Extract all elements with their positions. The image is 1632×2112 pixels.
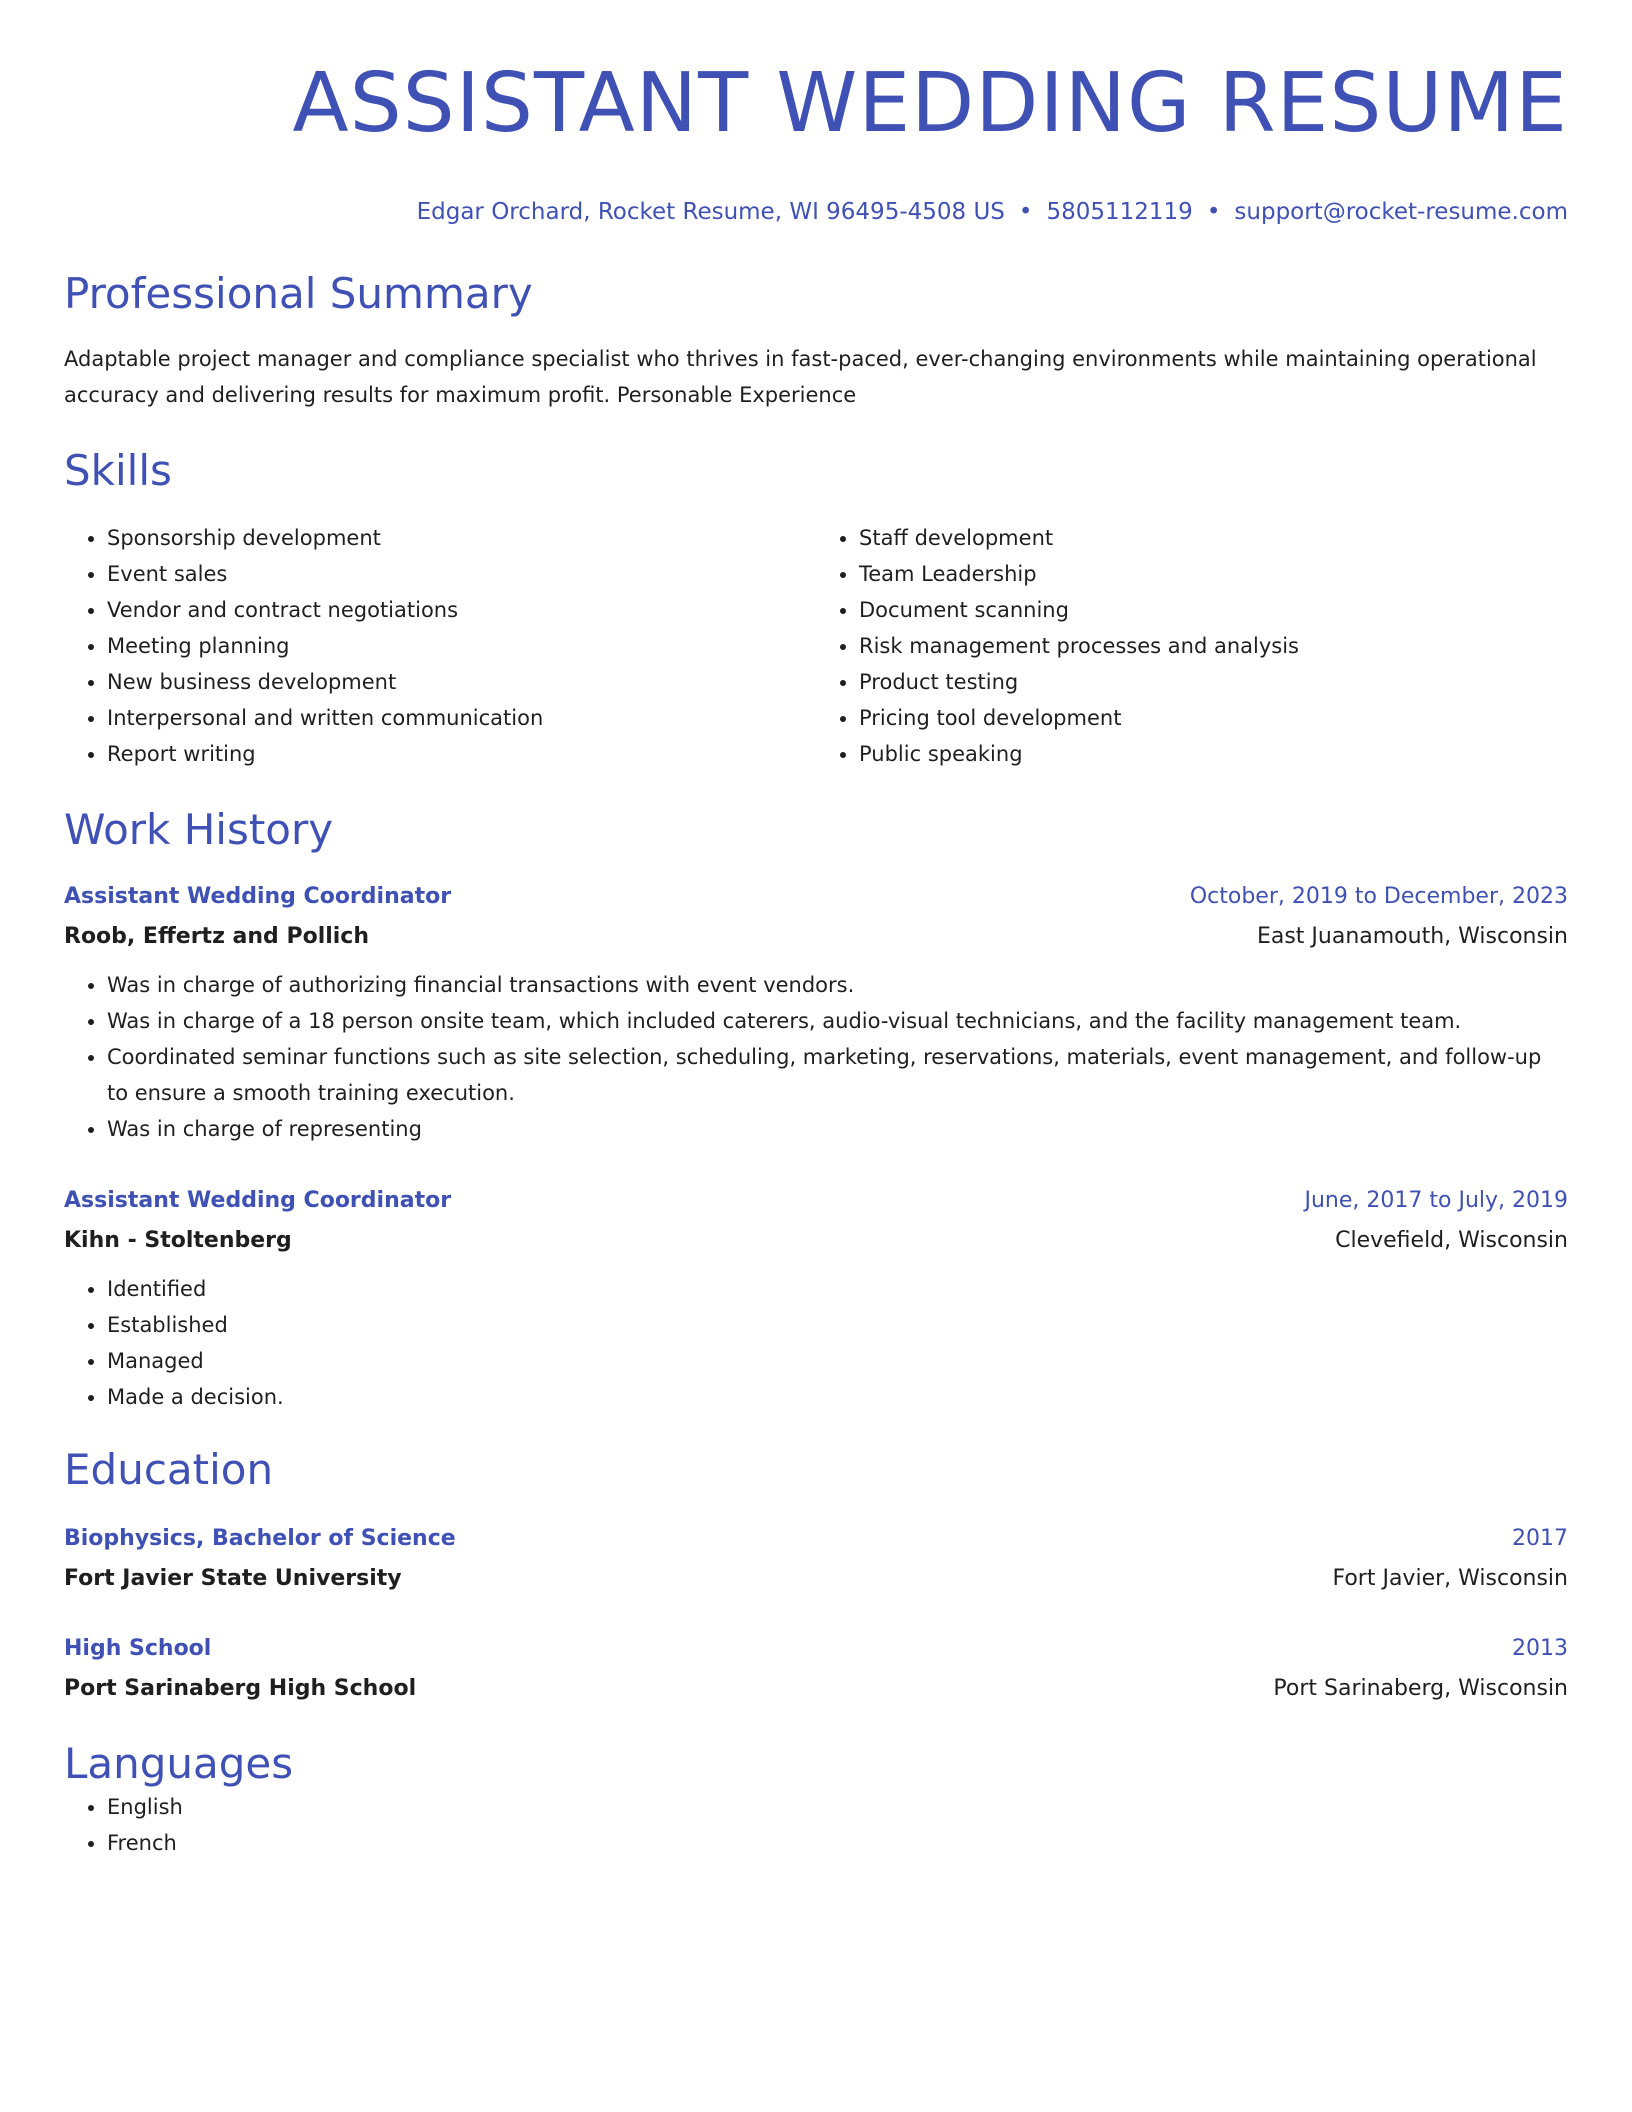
education-entry xyxy=(64,1629,1568,1709)
job-location: East Juanamouth, Wisconsin xyxy=(1256,924,1568,949)
contact-phone: 5805112119 xyxy=(1046,199,1193,225)
job-title: Assistant Wedding Coordinator xyxy=(64,884,452,909)
job-bullet: • Managed xyxy=(107,1343,1568,1379)
contact-email: support@rocket-resume.com xyxy=(1234,199,1568,225)
education-degree-row xyxy=(64,1629,1568,1669)
languages-heading: Languages xyxy=(64,1739,294,1788)
skills-column-left xyxy=(64,520,816,772)
skill-item: • New business development xyxy=(107,664,816,700)
job-title-row xyxy=(64,877,1568,917)
skill-item: • Sponsorship development xyxy=(107,520,816,556)
education-degree: High School xyxy=(64,1636,212,1661)
language-item: • English xyxy=(107,1789,1568,1825)
job-title: Assistant Wedding Coordinator xyxy=(64,1188,452,1213)
job-bullet: • Was in charge of authorizing financial transactions with event vendors. xyxy=(107,967,1568,1003)
skill-item: • Product testing xyxy=(859,664,1568,700)
job-bullet: • Identified xyxy=(107,1271,1568,1307)
skill-item: • Vendor and contract negotiations xyxy=(107,592,816,628)
education-degree: Biophysics, Bachelor of Science xyxy=(64,1526,456,1551)
languages-list xyxy=(64,1789,1568,1861)
skill-item: • Risk management processes and analysis xyxy=(859,628,1568,664)
job-bullet: • Established xyxy=(107,1307,1568,1343)
language-item: • French xyxy=(107,1825,1568,1861)
education-school: Port Sarinaberg High School xyxy=(64,1676,417,1701)
job-entry xyxy=(64,877,1568,1147)
education-school: Fort Javier State University xyxy=(64,1566,402,1591)
education-entry xyxy=(64,1519,1568,1599)
job-bullet: • Was in charge of representing xyxy=(107,1111,1568,1147)
skills-grid xyxy=(64,520,1568,772)
skill-item: • Staff development xyxy=(859,520,1568,556)
job-company: Kihn - Stoltenberg xyxy=(64,1228,292,1253)
job-entry xyxy=(64,1181,1568,1415)
summary-text: Adaptable project manager and compliance specialist who thrives in fast-paced, ever-changing environments while maintaining operational accuracy and delivering results for maximum profit. Personable Experience xyxy=(64,347,1537,407)
skill-item: • Report writing xyxy=(107,736,816,772)
skill-item: • Public speaking xyxy=(859,736,1568,772)
work-history-heading: Work History xyxy=(64,805,334,854)
education-degree-row xyxy=(64,1519,1568,1559)
education-year: 2017 xyxy=(1512,1526,1568,1551)
job-dates: October, 2019 to December, 2023 xyxy=(1189,884,1568,909)
job-bullet: • Coordinated seminar functions such as site selection, scheduling, marketing, reservations, materials, event management, and follow-up to ensure a smooth training execution. xyxy=(107,1039,1568,1111)
education-school-row xyxy=(64,1669,1568,1709)
job-dates: June, 2017 to July, 2019 xyxy=(1304,1188,1568,1213)
education-location: Port Sarinaberg, Wisconsin xyxy=(1273,1676,1568,1701)
contact-address: Edgar Orchard, Rocket Resume, WI 96495-4508 US xyxy=(416,199,1005,225)
contact-separator: • xyxy=(1018,199,1033,225)
skill-item: • Interpersonal and written communication xyxy=(107,700,816,736)
job-location: Clevefield, Wisconsin xyxy=(1335,1228,1568,1253)
skill-item: • Team Leadership xyxy=(859,556,1568,592)
skill-item: • Pricing tool development xyxy=(859,700,1568,736)
skill-item: • Meeting planning xyxy=(107,628,816,664)
job-company: Roob, Effertz and Pollich xyxy=(64,924,370,949)
education-heading: Education xyxy=(64,1445,274,1494)
job-company-row xyxy=(64,917,1568,957)
skills-column-right xyxy=(816,520,1568,772)
job-bullets xyxy=(64,967,1568,1147)
job-title-row xyxy=(64,1181,1568,1221)
job-bullet: • Was in charge of a 18 person onsite team, which included caterers, audio-visual technicians, and the facility management team. xyxy=(107,1003,1568,1039)
skill-item: • Document scanning xyxy=(859,592,1568,628)
job-bullets xyxy=(64,1271,1568,1415)
skills-heading: Skills xyxy=(64,446,172,495)
skill-item: • Event sales xyxy=(107,556,816,592)
contact-separator: • xyxy=(1206,199,1221,225)
resume-title: ASSISTANT WEDDING RESUME xyxy=(292,56,1568,151)
job-bullet: • Made a decision. xyxy=(107,1379,1568,1415)
education-location: Fort Javier, Wisconsin xyxy=(1332,1566,1568,1591)
education-school-row xyxy=(64,1559,1568,1599)
education-year: 2013 xyxy=(1512,1636,1568,1661)
job-company-row xyxy=(64,1221,1568,1261)
summary-heading: Professional Summary xyxy=(64,269,533,318)
contact-line xyxy=(64,197,1568,227)
